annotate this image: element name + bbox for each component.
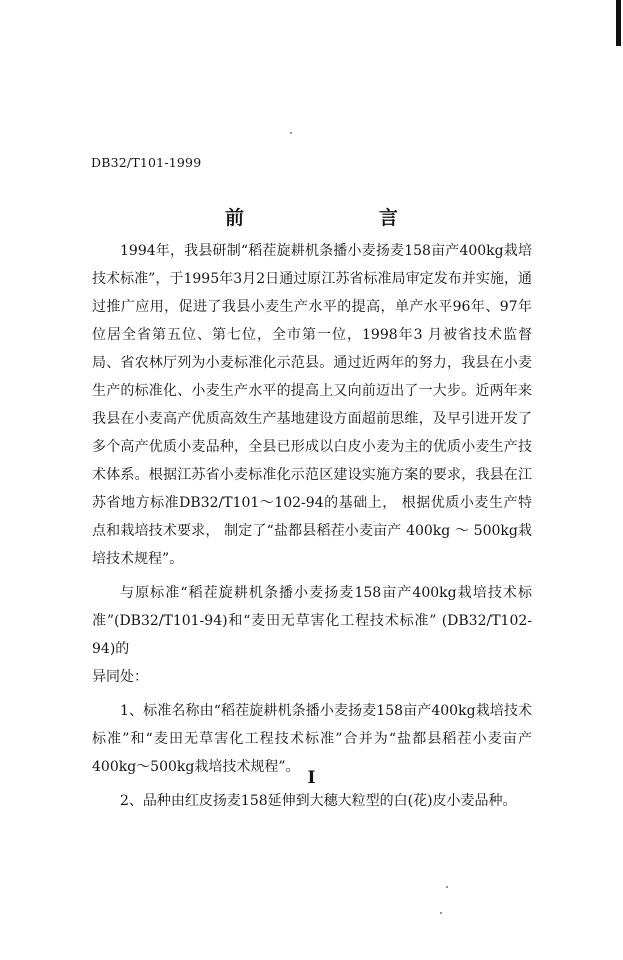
scan-speck bbox=[440, 912, 442, 914]
foreword-body bbox=[92, 237, 532, 821]
page-number: I bbox=[307, 768, 316, 788]
scan-edge-mark bbox=[616, 0, 621, 46]
document-code: DB32/T101-1999 bbox=[91, 155, 202, 170]
scan-speck bbox=[446, 886, 448, 888]
page-title: 前 言 bbox=[224, 207, 456, 229]
scan-speck bbox=[290, 132, 292, 134]
paragraph-comparison: 与原标准“稻茬旋耕机条播小麦扬麦158亩产400kg栽培技术标准”(DB32/T101-94)和“麦田无草害化工程技术标准” (DB32/T102-94)的 bbox=[92, 585, 532, 657]
list-item-2: 2、品种由红皮扬麦158延伸到大穗大粒型的白(花)皮小麦品种。 bbox=[120, 793, 517, 809]
paragraph-differences-heading: 异同处： bbox=[92, 669, 148, 685]
list-item-1: 1、标准名称由“稻茬旋耕机条播小麦扬麦158亩产400kg栽培技术标准”和“麦田无草害化工程技术标准”合并为“盐都县稻茬小麦亩产400kg～500kg栽培技术规程”。 bbox=[92, 703, 532, 775]
paragraph-intro: 1994年，我县研制“稻茬旋耕机条播小麦扬麦158亩产400kg栽培技术标准”，于1995年3月2日通过原江苏省标准局审定发布并实施，通过推广应用，促进了我县小麦生产水平的提高，单产水平96年、97年位居全省第五位、第七位，全市第一位，1998年3 月被省技术监督局、省农林厅列为小麦标准化示范县。通过近两年的努力，我县在小麦生产的标准化、小麦生产水平的提高上又向前迈出了一大步。近两年来我县在小麦高产优质高效生产基地建设方面超前思维，及早引进开发了多个高产优质小麦品种，全县已形成以白皮小麦为主的优质小麦生产技术体系。根据江苏省小麦标准化示范区建设实施方案的要求，我县在江苏省地方标准DB32/T101～102-94的基础上， 根据优质小麦生产特点和栽培技术要求， 制定了“盐都县稻茬小麦亩产 400kg ～ 500kg栽培技术规程”。 bbox=[92, 243, 532, 567]
